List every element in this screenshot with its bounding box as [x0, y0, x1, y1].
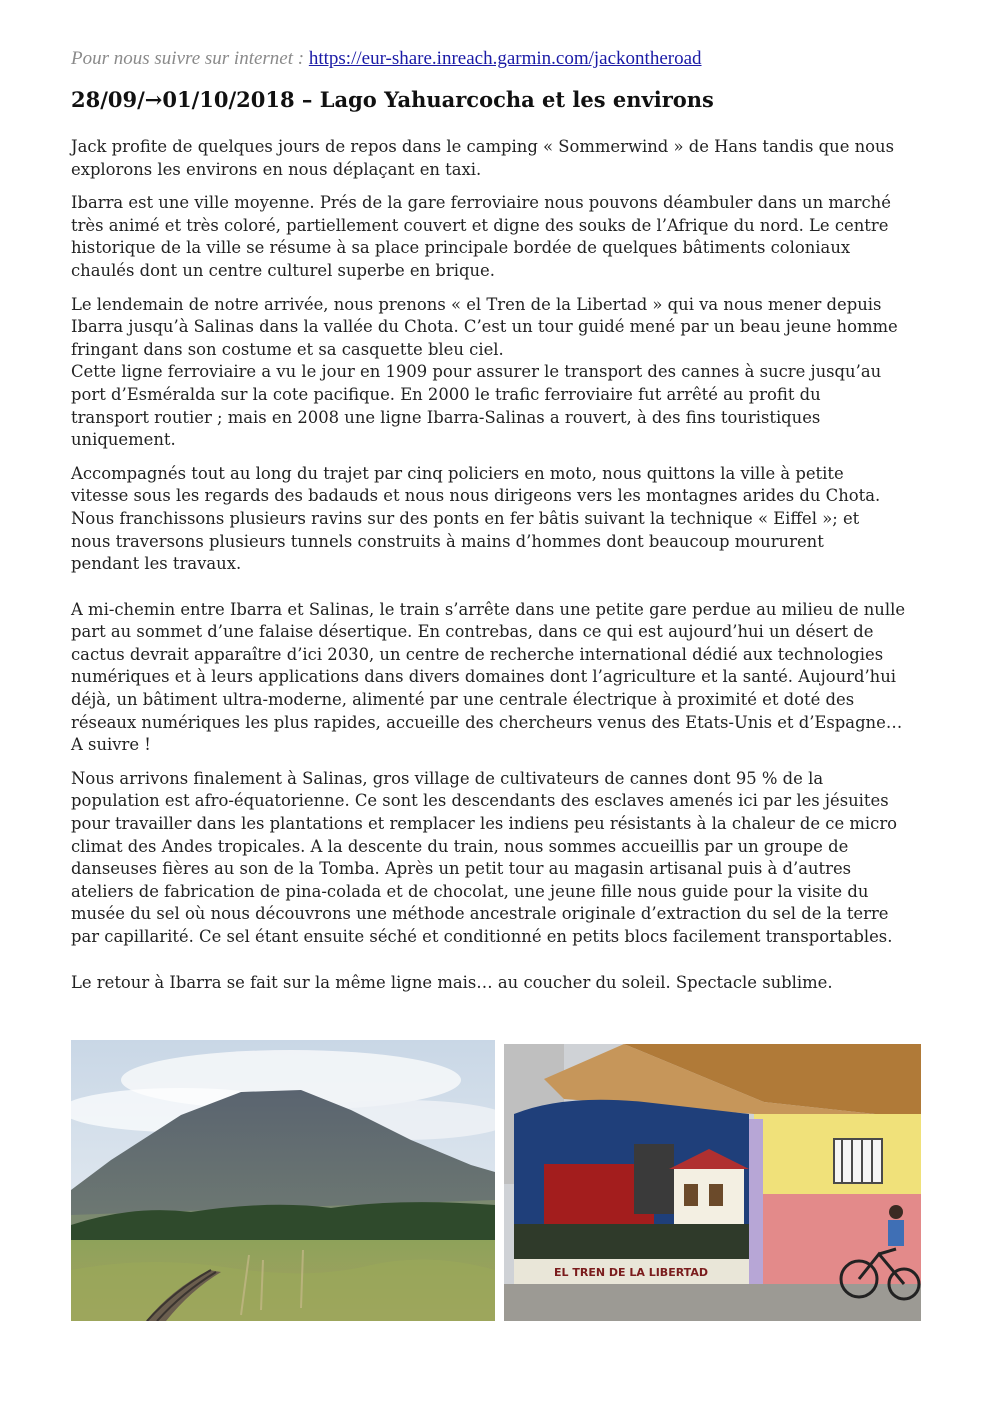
text-line: réseaux numériques les plus rapides, accueille des chercheurs venus des Etats-Unis et d’Espagne…: [71, 712, 903, 732]
paragraph-5: [71, 599, 946, 757]
text-line: chaulés dont un centre culturel superbe en brique.: [71, 260, 495, 280]
mural-caption: EL TREN DE LA LIBERTAD: [554, 1266, 708, 1279]
photo-row: [71, 1040, 921, 1321]
text-line: A mi-chemin entre Ibarra et Salinas, le train s’arrête dans une petite gare perdue au milieu de nulle: [71, 599, 906, 619]
tracking-link[interactable]: https://eur-share.inreach.garmin.com/jackontheroad: [308, 48, 702, 69]
text-line: explorons les environs en nous déplaçant en taxi.: [71, 159, 482, 179]
text-line: par capillarité. Ce sel étant ensuite séché et conditionné en petits blocs facilement transportables.: [71, 927, 893, 946]
text-line: déjà, un bâtiment ultra-moderne, alimenté par une centrale électrique à proximité et doté des: [71, 690, 855, 710]
text-line: population est afro-équatorienne. Ce sont les descendants des esclaves amenés ici par les jésuites: [71, 791, 889, 811]
text-line: Cette ligne ferroviaire a vu le jour en 1909 pour assurer le transport des cannes à sucre jusqu’au: [71, 362, 882, 382]
text-line: Accompagnés tout au long du trajet par cinq policiers en moto, nous quittons la ville à petite: [71, 463, 844, 483]
text-line: danseuses fières au son de la Tomba. Après un petit tour au magasin artisanal puis à d’autres: [71, 859, 852, 879]
text-line: part au sommet d’une falaise désertique. En contrebas, dans ce qui est aujourd’hui un désert de: [71, 622, 874, 642]
paragraph-7: [71, 972, 946, 995]
follow-header: [71, 44, 946, 74]
text-line: Nous franchissons plusieurs ravins sur des ponts en fer bâtis suivant la technique « Eiffel »; et: [71, 508, 860, 528]
paragraph-1: [71, 136, 946, 181]
text-line: Ibarra est une ville moyenne. Prés de la gare ferroviaire nous pouvons déambuler dans un marché: [71, 193, 891, 213]
text-line: musée du sel où nous découvrons une méthode ancestrale originale d’extraction du sel de la terre: [71, 904, 889, 924]
text-line: port d’Esméralda sur la cote pacifique. En 2000 le trafic ferroviaire fut arrêté au profit du: [71, 384, 821, 404]
text-line: vitesse sous les regards des badauds et nous nous dirigeons vers les montagnes arides du Chota.: [71, 486, 881, 506]
text-line: pour travailler dans les plantations et remplacer les indiens peu résistants à la chaleur de ce micro: [71, 814, 898, 834]
paragraph-3: [71, 294, 946, 452]
document-page: [71, 44, 946, 994]
paragraph-6: [71, 768, 946, 949]
text-line: pendant les travaux.: [71, 554, 242, 574]
mural-illustration: [504, 1044, 921, 1321]
text-line: fringant dans son costume et sa casquette bleu ciel.: [71, 339, 504, 359]
text-line: nous traversons plusieurs tunnels construits à mains d’hommes dont beaucoup moururent: [71, 531, 824, 551]
page-title: 28/09/→01/10/2018 – Lago Yahuarcocha et les environs: [71, 87, 714, 112]
paragraph-2: [71, 192, 946, 282]
text-line: transport routier ; mais en 2008 une ligne Ibarra-Salinas a rouvert, à des fins touristiques: [71, 407, 821, 427]
volcano-railway-photo: [71, 1040, 495, 1321]
article-body: [71, 136, 946, 994]
text-line: Ibarra jusqu’à Salinas dans la vallée du Chota. C’est un tour guidé mené par un beau jeune homme: [71, 317, 898, 337]
volcano-railway-illustration: [71, 1040, 495, 1321]
paragraph-4: [71, 463, 946, 576]
mural-photo: [504, 1044, 921, 1321]
text-line: très animé et très coloré, partiellement couvert et digne des souks de l’Afrique du nord. Le centre: [71, 215, 889, 235]
text-line: cactus devrait apparaître d’ici 2030, un centre de recherche international dédié aux technologies: [71, 644, 884, 664]
text-line: historique de la ville se résume à sa place principale bordée de quelques bâtiments coloniaux: [71, 238, 851, 258]
follow-prefix: Pour nous suivre sur internet :: [71, 48, 309, 69]
text-line: uniquement.: [71, 430, 176, 450]
text-line: ateliers de fabrication de pina-colada et de chocolat, une jeune fille nous guide pour la visite du: [71, 881, 869, 901]
text-line: climat des Andes tropicales. A la descente du train, nous sommes accueillis par un groupe de: [71, 836, 849, 856]
text-line: A suivre !: [71, 735, 151, 755]
text-line: Nous arrivons finalement à Salinas, gros village de cultivateurs de cannes dont 95 % de la: [71, 768, 824, 788]
text-line: Jack profite de quelques jours de repos dans le camping « Sommerwind » de Hans tandis que nous: [71, 137, 895, 156]
text-line: Le lendemain de notre arrivée, nous prenons « el Tren de la Libertad » qui va nous mener depuis: [71, 294, 882, 314]
text-line: Le retour à Ibarra se fait sur la même ligne mais… au coucher du soleil. Spectacle sublime.: [71, 972, 833, 992]
text-line: numériques et à leurs applications dans divers domaines dont l’agriculture et la santé. Aujourd’hui: [71, 667, 897, 687]
